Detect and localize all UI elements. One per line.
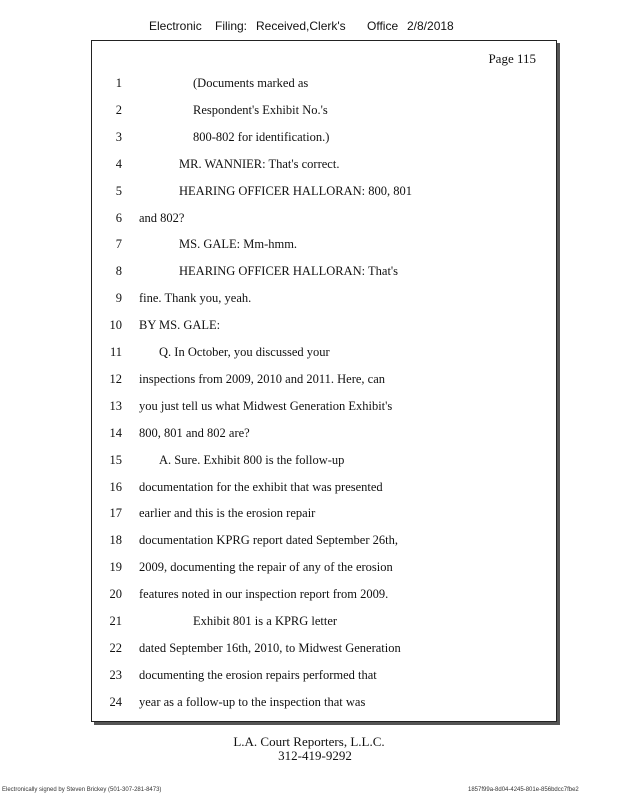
line-text: 2009, documenting the repair of any of the erosion — [139, 560, 393, 575]
transcript-line — [92, 345, 556, 363]
line-number: 19 — [109, 560, 122, 575]
transcript-line — [92, 372, 556, 390]
line-text: Respondent's Exhibit No.'s — [193, 102, 328, 117]
line-text: documentation KPRG report dated September 26th, — [139, 533, 398, 548]
transcript-line — [92, 533, 556, 551]
line-text: 800, 801 and 802 are? — [139, 425, 250, 440]
header-electronic: Electronic — [149, 19, 202, 33]
line-number: 18 — [109, 533, 122, 548]
line-text: dated September 16th, 2010, to Midwest Generation — [139, 640, 401, 655]
transcript-line — [92, 76, 556, 94]
line-text: HEARING OFFICER HALLORAN: 800, 801 — [179, 183, 412, 198]
transcript-line — [92, 641, 556, 659]
line-text: documenting the erosion repairs performed that — [139, 667, 377, 682]
line-number: 2 — [115, 102, 122, 117]
line-text: you just tell us what Midwest Generation Exhibit's — [139, 398, 393, 413]
footer-company: L.A. Court Reporters, L.L.C. — [233, 734, 385, 749]
line-text: earlier and this is the erosion repair — [139, 506, 316, 521]
line-number: 13 — [109, 398, 122, 413]
line-number: 16 — [109, 479, 122, 494]
line-number: 7 — [115, 237, 122, 252]
transcript-line — [92, 480, 556, 498]
line-text: Q. In October, you discussed your — [159, 345, 330, 359]
line-text: A. Sure. Exhibit 800 is the follow-up — [159, 452, 345, 467]
line-number: 17 — [109, 506, 122, 521]
line-number: 21 — [109, 614, 122, 628]
header-filing: Filing: — [215, 19, 248, 33]
header-date: 2/8/2018 — [407, 19, 454, 33]
line-number: 3 — [115, 129, 122, 144]
line-number: 15 — [109, 452, 122, 467]
transcript-page — [91, 40, 557, 722]
header-received: Received,Clerk's — [256, 19, 346, 33]
transcript-line — [92, 237, 556, 255]
transcript-line — [92, 184, 556, 202]
transcript-line — [92, 103, 556, 121]
transcript-line — [92, 506, 556, 524]
line-number: 22 — [109, 640, 122, 655]
line-number: 10 — [109, 318, 122, 333]
transcript-line — [92, 291, 556, 309]
transcript-line — [92, 264, 556, 282]
line-text: fine. Thank you, yeah. — [139, 291, 252, 306]
line-number: 4 — [115, 156, 122, 171]
transcript-line — [92, 211, 556, 229]
footer-phone: 312-419-9292 — [278, 748, 352, 763]
transcript-line — [92, 668, 556, 686]
line-number: 14 — [109, 425, 122, 440]
transcript-line — [92, 157, 556, 175]
transcript-line — [92, 695, 556, 713]
line-text: (Documents marked as — [193, 76, 309, 90]
transcript-line — [92, 587, 556, 605]
line-number: 12 — [109, 371, 122, 386]
line-number: 6 — [115, 210, 122, 225]
transcript-line — [92, 318, 556, 336]
electronic-signature-note: Electronically signed by Steven Brickey (501-307-281-8473) — [2, 787, 162, 793]
line-text: and 802? — [139, 210, 185, 225]
transcript-line — [92, 560, 556, 578]
line-text: MR. WANNIER: That's correct. — [179, 156, 340, 171]
line-number: 5 — [115, 183, 122, 198]
header-office: Office — [367, 19, 399, 33]
transcript-line — [92, 399, 556, 417]
line-number: 23 — [109, 667, 122, 682]
line-number: 8 — [115, 264, 122, 279]
document-hash: 1857f99a-8d04-4245-801e-856bdcc7fbe2 — [468, 787, 579, 793]
line-text: BY MS. GALE: — [139, 318, 221, 333]
line-number: 20 — [109, 587, 122, 602]
transcript-line — [92, 614, 556, 632]
line-text: year as a follow-up to the inspection that was — [139, 694, 366, 709]
transcript-line — [92, 426, 556, 444]
line-text: Exhibit 801 is a KPRG letter — [193, 614, 338, 628]
line-number: 11 — [109, 345, 122, 359]
line-text: MS. GALE: Mm-hmm. — [179, 237, 298, 252]
line-number: 1 — [115, 76, 122, 90]
line-number: 9 — [115, 291, 122, 306]
line-text: inspections from 2009, 2010 and 2011. Here, can — [139, 371, 386, 386]
transcript-line — [92, 453, 556, 471]
line-text: HEARING OFFICER HALLORAN: That's — [179, 264, 399, 279]
line-text: features noted in our inspection report from 2009. — [139, 587, 389, 602]
line-number: 24 — [109, 694, 122, 709]
line-text: 800-802 for identification.) — [193, 129, 330, 144]
line-text: documentation for the exhibit that was presented — [139, 479, 383, 494]
transcript-line — [92, 130, 556, 148]
page-number: Page 115 — [488, 51, 536, 66]
